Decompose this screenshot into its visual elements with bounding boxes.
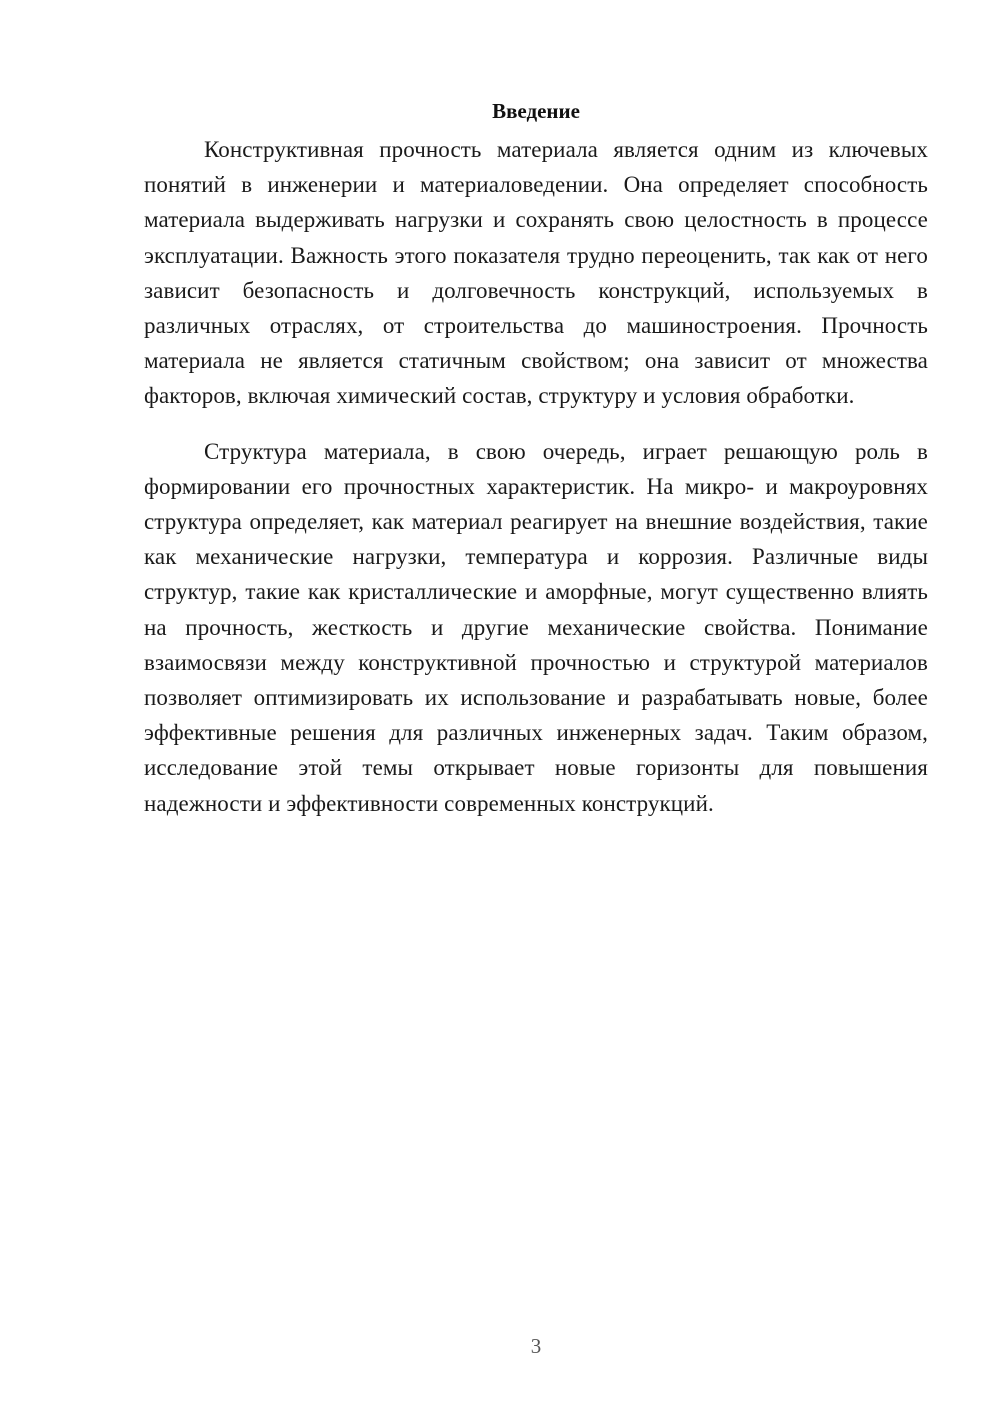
paragraph-2: Структура материала, в свою очередь, играет решающую роль в формировании его прочностных характеристик. На микро- и макроуровнях структура определяет, как материал реагирует на внешние воздействия, такие как механические нагрузки, температура и коррозия. Различные виды структур, такие как кристаллические и аморфные, могут существенно влиять на прочность, жесткость и другие механические свойства. Понимание взаимосвязи между конструктивной прочностью и структурой материалов позволяет оптимизировать их использование и разрабатывать новые, более эффективные решения для различных инженерных задач. Таким образом, исследование этой темы открывает новые горизонты для повышения надежности и эффективности современных конструкций. <box>144 438 928 816</box>
paragraph-1: Конструктивная прочность материала является одним из ключевых понятий в инженерии и материаловедении. Она определяет способность материала выдерживать нагрузки и сохранять свою целостность в процессе эксплуатации. Важность этого показателя трудно переоценить, так как от него зависит безопасность и долговечность конструкций, используемых в различных отраслях, от строительства до машиностроения. Прочность материала не является статичным свойством; она зависит от множества факторов, включая химический состав, структуру и условия обработки. <box>144 137 928 409</box>
page-number: 3 <box>530 1334 542 1358</box>
section-title: Введение <box>492 99 580 123</box>
page-content <box>144 96 928 821</box>
